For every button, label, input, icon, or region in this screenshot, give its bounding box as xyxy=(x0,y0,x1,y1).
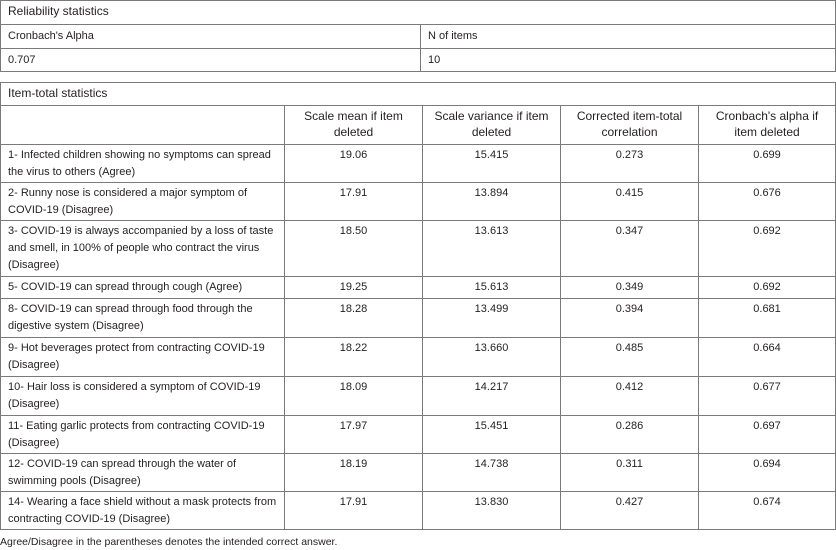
cronbach-alpha-value: 0.707 xyxy=(1,49,421,72)
scale-variance-cell: 13.613 xyxy=(423,221,561,277)
alpha-if-deleted-cell: 0.681 xyxy=(699,299,836,338)
correlation-cell: 0.347 xyxy=(561,221,699,277)
item-label: 3- COVID-19 is always accompanied by a loss of taste and smell, in 100% of people who contract the virus (Disagree) xyxy=(1,221,285,277)
item-label: 14- Wearing a face shield without a mask protects from contracting COVID-19 (Disagree) xyxy=(1,492,285,530)
table-row xyxy=(1,183,836,221)
scale-variance-cell: 14.217 xyxy=(423,377,561,416)
alpha-if-deleted-cell: 0.692 xyxy=(699,277,836,299)
column-header-corrected-correlation: Corrected item-total correlation xyxy=(561,106,699,145)
table-row xyxy=(1,416,836,454)
scale-mean-cell: 18.19 xyxy=(285,454,423,492)
item-label: 2- Runny nose is considered a major symptom of COVID-19 (Disagree) xyxy=(1,183,285,221)
correlation-cell: 0.485 xyxy=(561,338,699,377)
scale-mean-cell: 19.25 xyxy=(285,277,423,299)
reliability-table-title: Reliability statistics xyxy=(1,1,836,25)
column-header-alpha-if-deleted: Cronbach's alpha if item deleted xyxy=(699,106,836,145)
table-row xyxy=(1,377,836,416)
table-row xyxy=(1,338,836,377)
item-total-table-title: Item-total statistics xyxy=(1,83,836,106)
scale-variance-cell: 15.451 xyxy=(423,416,561,454)
table-row xyxy=(1,492,836,530)
scale-variance-cell: 13.660 xyxy=(423,338,561,377)
scale-mean-cell: 17.91 xyxy=(285,492,423,530)
item-label: 11- Eating garlic protects from contracting COVID-19 (Disagree) xyxy=(1,416,285,454)
scale-mean-cell: 19.06 xyxy=(285,145,423,183)
alpha-if-deleted-cell: 0.677 xyxy=(699,377,836,416)
alpha-if-deleted-cell: 0.664 xyxy=(699,338,836,377)
item-label: 12- COVID-19 can spread through the water of swimming pools (Disagree) xyxy=(1,454,285,492)
reliability-statistics-table xyxy=(0,0,836,72)
column-header-scale-mean: Scale mean if item deleted xyxy=(285,106,423,145)
item-label: 10- Hair loss is considered a symptom of COVID-19 (Disagree) xyxy=(1,377,285,416)
n-items-value: 10 xyxy=(421,49,836,72)
correlation-cell: 0.311 xyxy=(561,454,699,492)
correlation-cell: 0.273 xyxy=(561,145,699,183)
cronbach-alpha-header: Cronbach's Alpha xyxy=(1,25,421,49)
alpha-if-deleted-cell: 0.674 xyxy=(699,492,836,530)
alpha-if-deleted-cell: 0.676 xyxy=(699,183,836,221)
item-column-header xyxy=(1,106,285,145)
correlation-cell: 0.349 xyxy=(561,277,699,299)
correlation-cell: 0.412 xyxy=(561,377,699,416)
scale-variance-cell: 13.894 xyxy=(423,183,561,221)
alpha-if-deleted-cell: 0.692 xyxy=(699,221,836,277)
item-label: 1- Infected children showing no symptoms can spread the virus to others (Agree) xyxy=(1,145,285,183)
alpha-if-deleted-cell: 0.697 xyxy=(699,416,836,454)
correlation-cell: 0.286 xyxy=(561,416,699,454)
scale-variance-cell: 13.830 xyxy=(423,492,561,530)
table-row xyxy=(1,277,836,299)
correlation-cell: 0.427 xyxy=(561,492,699,530)
table-row xyxy=(1,145,836,183)
scale-mean-cell: 17.91 xyxy=(285,183,423,221)
correlation-cell: 0.415 xyxy=(561,183,699,221)
item-total-statistics-table xyxy=(0,82,836,530)
scale-mean-cell: 18.22 xyxy=(285,338,423,377)
table-row xyxy=(1,221,836,277)
table-row xyxy=(1,299,836,338)
scale-mean-cell: 17.97 xyxy=(285,416,423,454)
scale-variance-cell: 13.499 xyxy=(423,299,561,338)
scale-mean-cell: 18.50 xyxy=(285,221,423,277)
n-items-header: N of items xyxy=(421,25,836,49)
scale-mean-cell: 18.09 xyxy=(285,377,423,416)
table-row xyxy=(1,454,836,492)
column-header-scale-variance: Scale variance if item deleted xyxy=(423,106,561,145)
item-label: 8- COVID-19 can spread through food through the digestive system (Disagree) xyxy=(1,299,285,338)
alpha-if-deleted-cell: 0.694 xyxy=(699,454,836,492)
alpha-if-deleted-cell: 0.699 xyxy=(699,145,836,183)
item-label: 5- COVID-19 can spread through cough (Agree) xyxy=(1,277,285,299)
table-footnote: Agree/Disagree in the parentheses denotes the intended correct answer. xyxy=(0,536,338,548)
scale-mean-cell: 18.28 xyxy=(285,299,423,338)
scale-variance-cell: 15.613 xyxy=(423,277,561,299)
scale-variance-cell: 14.738 xyxy=(423,454,561,492)
correlation-cell: 0.394 xyxy=(561,299,699,338)
scale-variance-cell: 15.415 xyxy=(423,145,561,183)
item-label: 9- Hot beverages protect from contracting COVID-19 (Disagree) xyxy=(1,338,285,377)
